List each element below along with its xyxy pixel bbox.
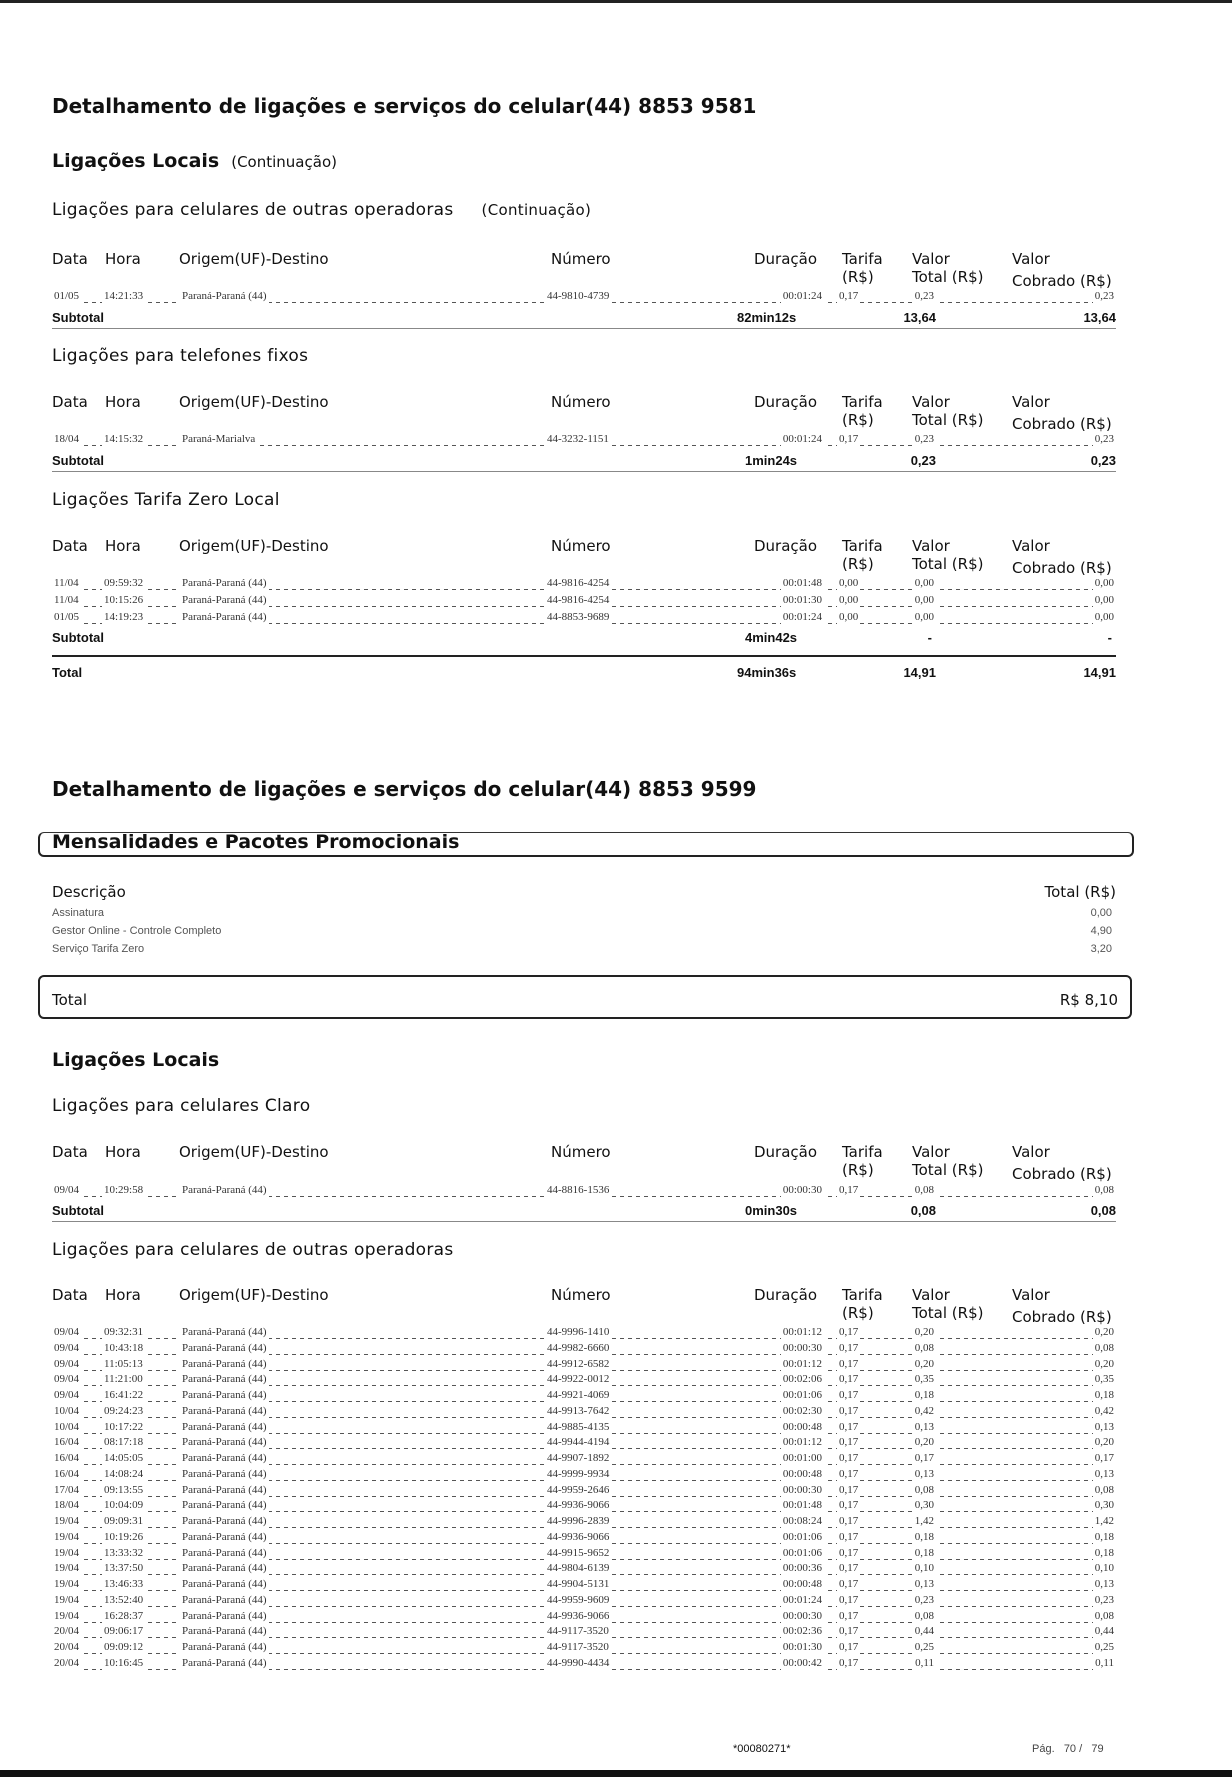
continuation-note: (Continuação) [481, 201, 592, 219]
table-header: Data Hora Origem(UF)-Destino Número Duração Tarifa (R$) Valor Total (R$) Valor Cobrado (R$) [52, 537, 1112, 577]
subtotal-row: Subtotal 4min42s - - [52, 630, 1112, 645]
mensalidade-value: 0,00 [1090, 907, 1112, 919]
mensalidades-total-box [38, 975, 1132, 1019]
mensalidade-item: Gestor Online - Controle Completo [52, 925, 222, 937]
table-row: 09/04 11:21:00 Paraná-Paraná (44) 44-9922-0012 00:02:06 0,17 0,35 0,35 [52, 1373, 1116, 1388]
table-row: 20/04 09:06:17 Paraná-Paraná (44) 44-9117-3520 00:02:36 0,17 0,44 0,44 [52, 1625, 1116, 1640]
total-row: Total 94min36s 14,91 14,91 [52, 655, 1116, 685]
col-descricao: Descrição [52, 883, 126, 901]
section-title-9599: Detalhamento de ligações e serviços do celular(44) 8853 9599 [52, 777, 757, 801]
table-row: 09/04 10:29:58 Paraná-Paraná (44) 44-8816-1536 00:00:30 0,17 0,08 0,08 [52, 1184, 1116, 1199]
table-header: Data Hora Origem(UF)-Destino Número Duração Tarifa (R$) Valor Total (R$) Valor Cobrado (R$) [52, 393, 1112, 433]
table-row: 20/04 10:16:45 Paraná-Paraná (44) 44-9990-4434 00:00:42 0,17 0,11 0,11 [52, 1657, 1116, 1672]
page-indicator: Pág. 70 / 79 [1032, 1743, 1104, 1755]
table-row: 19/04 13:46:33 Paraná-Paraná (44) 44-9904-5131 00:00:48 0,17 0,13 0,13 [52, 1578, 1116, 1593]
col-tarifa: Tarifa (R$) [842, 250, 883, 286]
subtotal-row: Subtotal 1min24s 0,23 0,23 [52, 453, 1116, 472]
col-data: Data [52, 250, 88, 268]
table-row: 16/04 14:08:24 Paraná-Paraná (44) 44-9999-9934 00:00:48 0,17 0,13 0,13 [52, 1468, 1116, 1483]
table-row: 09/04 10:43:18 Paraná-Paraná (44) 44-9982-6660 00:00:30 0,17 0,08 0,08 [52, 1342, 1116, 1357]
table-row: 16/04 14:05:05 Paraná-Paraná (44) 44-9907-1892 00:01:00 0,17 0,17 0,17 [52, 1452, 1116, 1467]
subsection-title: Ligações Locais [52, 1049, 220, 1071]
table-row: 10/04 10:17:22 Paraná-Paraná (44) 44-9885-4135 00:00:48 0,17 0,13 0,13 [52, 1421, 1116, 1436]
mensalidade-item: Serviço Tarifa Zero [52, 943, 145, 955]
table-row: 19/04 13:33:32 Paraná-Paraná (44) 44-9915-9652 00:01:06 0,17 0,18 0,18 [52, 1547, 1116, 1562]
col-valor-total: Valor Total (R$) [912, 250, 984, 286]
group-title: Ligações para celulares Claro [52, 1096, 311, 1116]
mensalidades-total-value: R$ 8,10 [1059, 991, 1118, 1009]
table-row: 20/04 09:09:12 Paraná-Paraná (44) 44-9117-3520 00:01:30 0,17 0,25 0,25 [52, 1641, 1116, 1656]
table-header: Data Hora Origem(UF)-Destino Número Duração Tarifa (R$) Valor Total (R$) Valor Cobrado (R$) [52, 1286, 1112, 1326]
table-row: 09/04 09:32:31 Paraná-Paraná (44) 44-9996-1410 00:01:12 0,17 0,20 0,20 [52, 1326, 1116, 1341]
table-row: 10/04 09:24:23 Paraná-Paraná (44) 44-9913-7642 00:02:30 0,17 0,42 0,42 [52, 1405, 1116, 1420]
table-row: 19/04 09:09:31 Paraná-Paraná (44) 44-9996-2839 00:08:24 0,17 1,42 1,42 [52, 1515, 1116, 1530]
table-row: 17/04 09:13:55 Paraná-Paraná (44) 44-9959-2646 00:00:30 0,17 0,08 0,08 [52, 1484, 1116, 1499]
col-duracao: Duração [754, 250, 818, 268]
table-row: 09/04 16:41:22 Paraná-Paraná (44) 44-9921-4069 00:01:06 0,17 0,18 0,18 [52, 1389, 1116, 1404]
table-row: 09/04 11:05:13 Paraná-Paraná (44) 44-9912-6582 00:01:12 0,17 0,20 0,20 [52, 1358, 1116, 1373]
barcode-text: *00080271* [733, 1743, 791, 1755]
group-title [52, 200, 591, 220]
table-row: 19/04 10:19:26 Paraná-Paraná (44) 44-9936-9066 00:01:06 0,17 0,18 0,18 [52, 1531, 1116, 1546]
mensalidade-item: Assinatura [52, 907, 104, 919]
mensalidade-value: 3,20 [1090, 943, 1112, 955]
subsection-label: Ligações Locais [52, 150, 220, 172]
table-header [52, 250, 1116, 290]
subsection-title [52, 150, 337, 172]
col-origem: Origem(UF)-Destino [179, 250, 329, 268]
table-row: 18/04 14:15:32 Paraná-Marialva 44-3232-1151 00:01:24 0,17 0,23 0,23 [52, 433, 1116, 448]
group-title: Ligações para celulares de outras operadoras [52, 1240, 454, 1260]
table-row: 19/04 16:28:37 Paraná-Paraná (44) 44-9936-9066 00:00:30 0,17 0,08 0,08 [52, 1610, 1116, 1625]
table-row: 18/04 10:04:09 Paraná-Paraná (44) 44-9936-9066 00:01:48 0,17 0,30 0,30 [52, 1499, 1116, 1514]
subtotal-row: Subtotal 0min30s 0,08 0,08 [52, 1203, 1116, 1222]
col-numero: Número [551, 250, 611, 268]
scan-edge [0, 1770, 1232, 1777]
mensalidades-title: Mensalidades e Pacotes Promocionais [52, 831, 460, 853]
mensalidade-value: 4,90 [1090, 925, 1112, 937]
table-row: 16/04 08:17:18 Paraná-Paraná (44) 44-9944-4194 00:01:12 0,17 0,20 0,20 [52, 1436, 1116, 1451]
subtotal-row: Subtotal 82min12s 13,64 13,64 [52, 310, 1116, 329]
col-total: Total (R$) [1044, 883, 1116, 901]
table-row: 11/04 10:15:26 Paraná-Paraná (44) 44-9816-4254 00:01:30 0,00 0,00 0,00 [52, 594, 1116, 609]
col-valor-cobrado: Valor Cobrado (R$) [1012, 250, 1112, 290]
section-title-9581: Detalhamento de ligações e serviços do celular(44) 8853 9581 [52, 94, 757, 118]
table-row: 01/05 14:19:23 Paraná-Paraná (44) 44-8853-9689 00:01:24 0,00 0,00 0,00 [52, 611, 1116, 626]
group-label: Ligações para celulares de outras operadoras [52, 200, 454, 220]
group-title: Ligações Tarifa Zero Local [52, 490, 280, 510]
table-row: 19/04 13:37:50 Paraná-Paraná (44) 44-9804-6139 00:00:36 0,17 0,10 0,10 [52, 1562, 1116, 1577]
mensalidades-total-label: Total [52, 991, 88, 1009]
scan-edge [0, 0, 1232, 3]
col-hora: Hora [105, 250, 141, 268]
table-header: Data Hora Origem(UF)-Destino Número Duração Tarifa (R$) Valor Total (R$) Valor Cobrado (R$) [52, 1143, 1112, 1183]
table-row: 19/04 13:52:40 Paraná-Paraná (44) 44-9959-9609 00:01:24 0,17 0,23 0,23 [52, 1594, 1116, 1609]
mensalidades-header-box [38, 832, 1134, 857]
group-title: Ligações para telefones fixos [52, 346, 309, 366]
table-row: 01/05 14:21:33 Paraná-Paraná (44) 44-9810-4739 00:01:24 0,17 0,23 0,23 [52, 290, 1116, 305]
continuation-note: (Continuação) [231, 153, 337, 171]
table-row: 11/04 09:59:32 Paraná-Paraná (44) 44-9816-4254 00:01:48 0,00 0,00 0,00 [52, 577, 1116, 592]
